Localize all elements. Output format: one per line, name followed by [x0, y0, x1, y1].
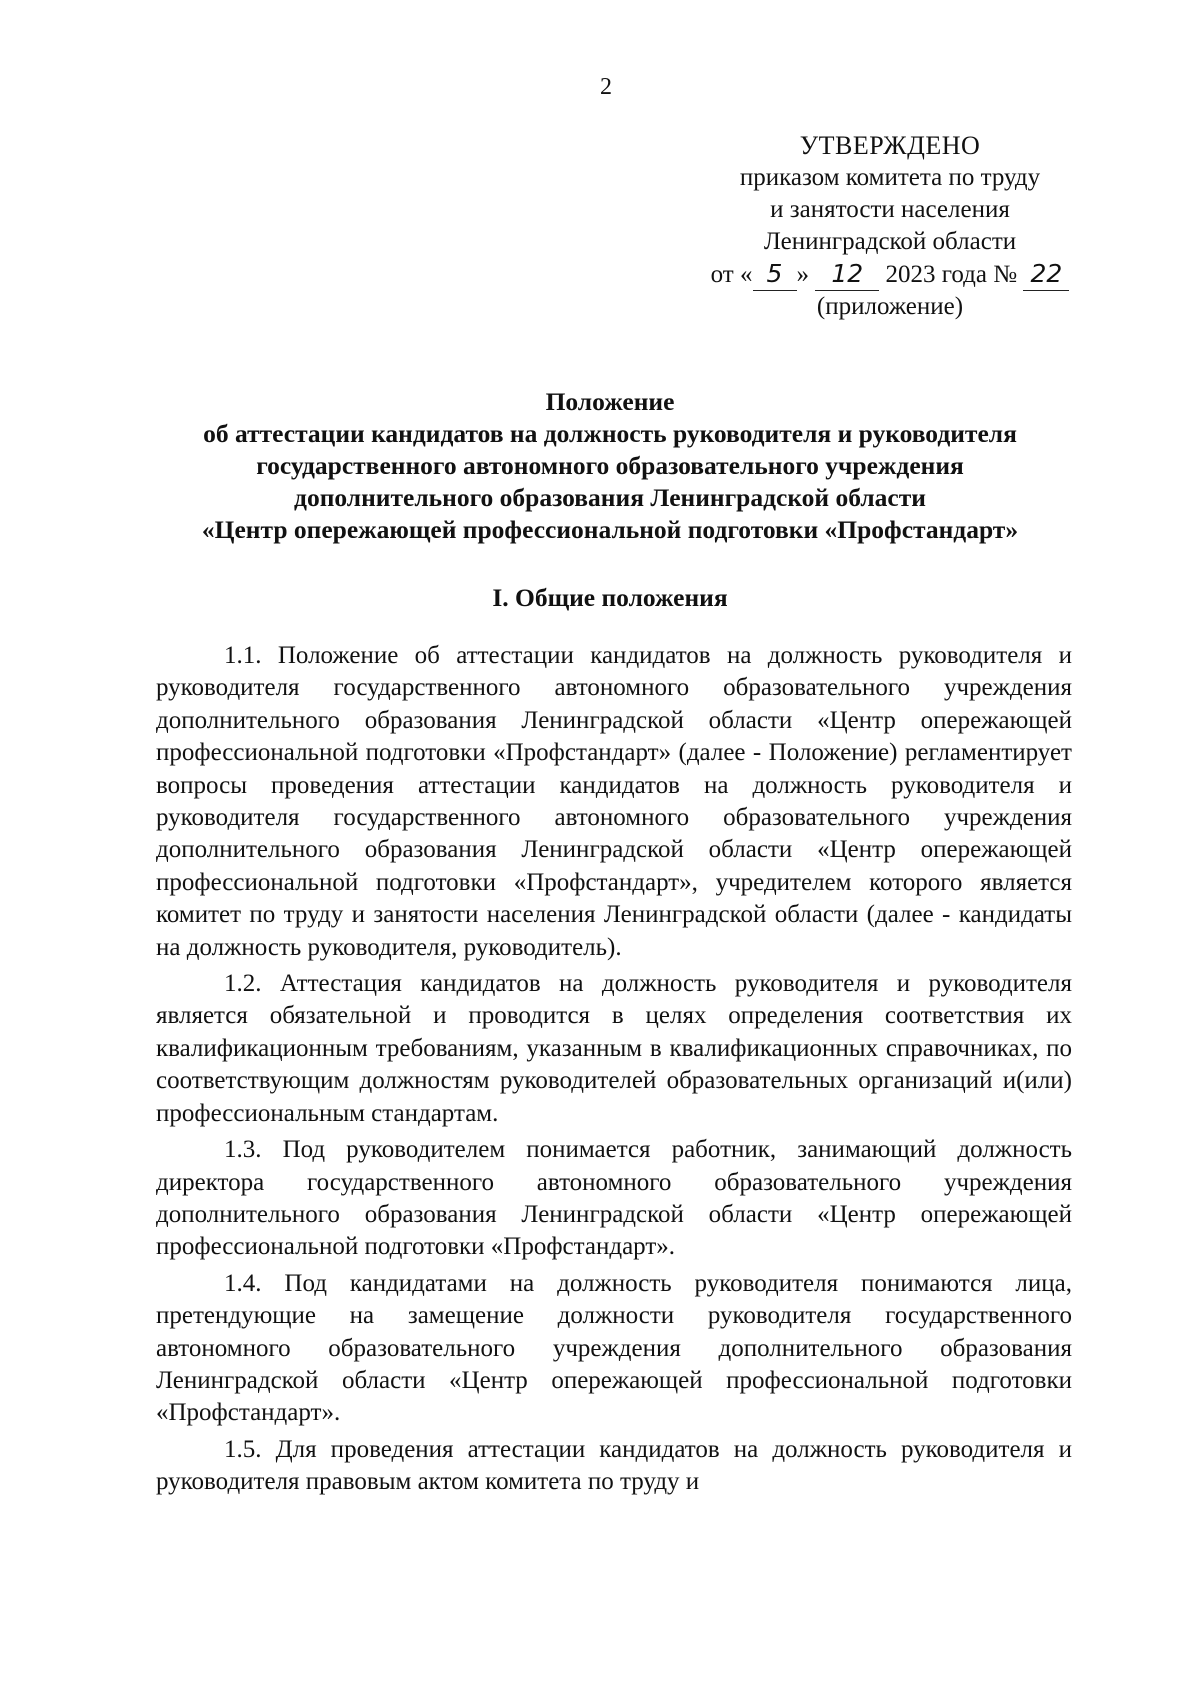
- paragraph-text: Аттестация кандидатов на должность руководителя и руководителя является обязательной и проводится в целях определения соответствия их квалификационным требованиям, указанным в квалификационных справочниках, по соответствующим должностям руководителей образовательных организаций и(или) профессиональным стандартам.: [156, 970, 1072, 1127]
- section-title: I. Общие положения: [492, 583, 728, 612]
- date-prefix: от «: [710, 261, 753, 288]
- paragraph-1-4: [156, 1268, 1072, 1430]
- approval-line-3: Ленинградской области: [763, 228, 1017, 255]
- approval-line-2: и занятости населения: [770, 196, 1010, 223]
- page-number: 2: [600, 74, 612, 100]
- approval-annex: (приложение): [816, 293, 964, 320]
- paragraph-text: Положение об аттестации кандидатов на должность руководителя и руководителя государственного автономного образовательного учреждения дополнительного образования Ленинградской области «Центр опережающей профессиональной подготовки «Профстандарт» (далее - Положение) регламентирует вопросы проведения аттестации кандидатов на должность руководителя и руководителя государственного автономного образовательного учреждения дополнительного образования Ленинградской области «Центр опережающей профессиональной подготовки «Профстандарт», учредителем которого является комитет по труду и занятости населения Ленинградской области (далее - кандидаты на должность руководителя, руководитель).: [156, 642, 1072, 961]
- paragraph-number: 1.3.: [224, 1136, 262, 1164]
- paragraph-1-2: [156, 968, 1072, 1130]
- paragraph-number: 1.5.: [224, 1435, 262, 1463]
- title-line-4: дополнительного образования Ленинградской области: [294, 483, 926, 512]
- title-line-5: «Центр опережающей профессиональной подготовки «Профстандарт»: [201, 515, 1019, 544]
- date-mid: »: [796, 261, 809, 288]
- handwritten-number: 22: [1023, 258, 1069, 291]
- paragraph-text: Для проведения аттестации кандидатов на должность руководителя и руководителя правовым актом комитета по труду и: [156, 1435, 1072, 1496]
- paragraph-number: 1.2.: [224, 970, 262, 998]
- approval-date-line: [690, 258, 1090, 291]
- paragraph-number: 1.4.: [224, 1269, 262, 1297]
- title-line-3: государственного автономного образовательного учреждения: [256, 451, 964, 480]
- document-title: [150, 386, 1070, 546]
- paragraph-1-1: [156, 640, 1072, 964]
- approval-block: [690, 130, 1090, 323]
- title-line-2: об аттестации кандидатов на должность руководителя и руководителя: [203, 419, 1017, 448]
- approval-heading: УТВЕРЖДЕНО: [799, 131, 981, 160]
- handwritten-day: 5: [753, 258, 797, 291]
- paragraph-number: 1.1.: [224, 642, 262, 669]
- approval-line-1: приказом комитета по труду: [739, 164, 1041, 191]
- handwritten-month: 12: [815, 258, 879, 291]
- title-line-1: Положение: [545, 387, 675, 416]
- paragraph-1-3: [156, 1134, 1072, 1264]
- date-year: 2023 года №: [885, 261, 1018, 288]
- paragraph-text: Под кандидатами на должность руководителя понимаются лица, претендующие на замещение должности руководителя государственного автономного образовательного учреждения дополнительного образования Ленинградской области «Центр опережающей профессиональной подготовки «Профстандарт».: [156, 1269, 1072, 1427]
- paragraph-1-5: [156, 1434, 1072, 1499]
- body-text: [156, 640, 1072, 1503]
- paragraph-text: Под руководителем понимается работник, занимающий должность директора государственного автономного образовательного учреждения дополнительного образования Ленинградской области «Центр опережающей профессиональной подготовки «Профстандарт».: [156, 1136, 1072, 1261]
